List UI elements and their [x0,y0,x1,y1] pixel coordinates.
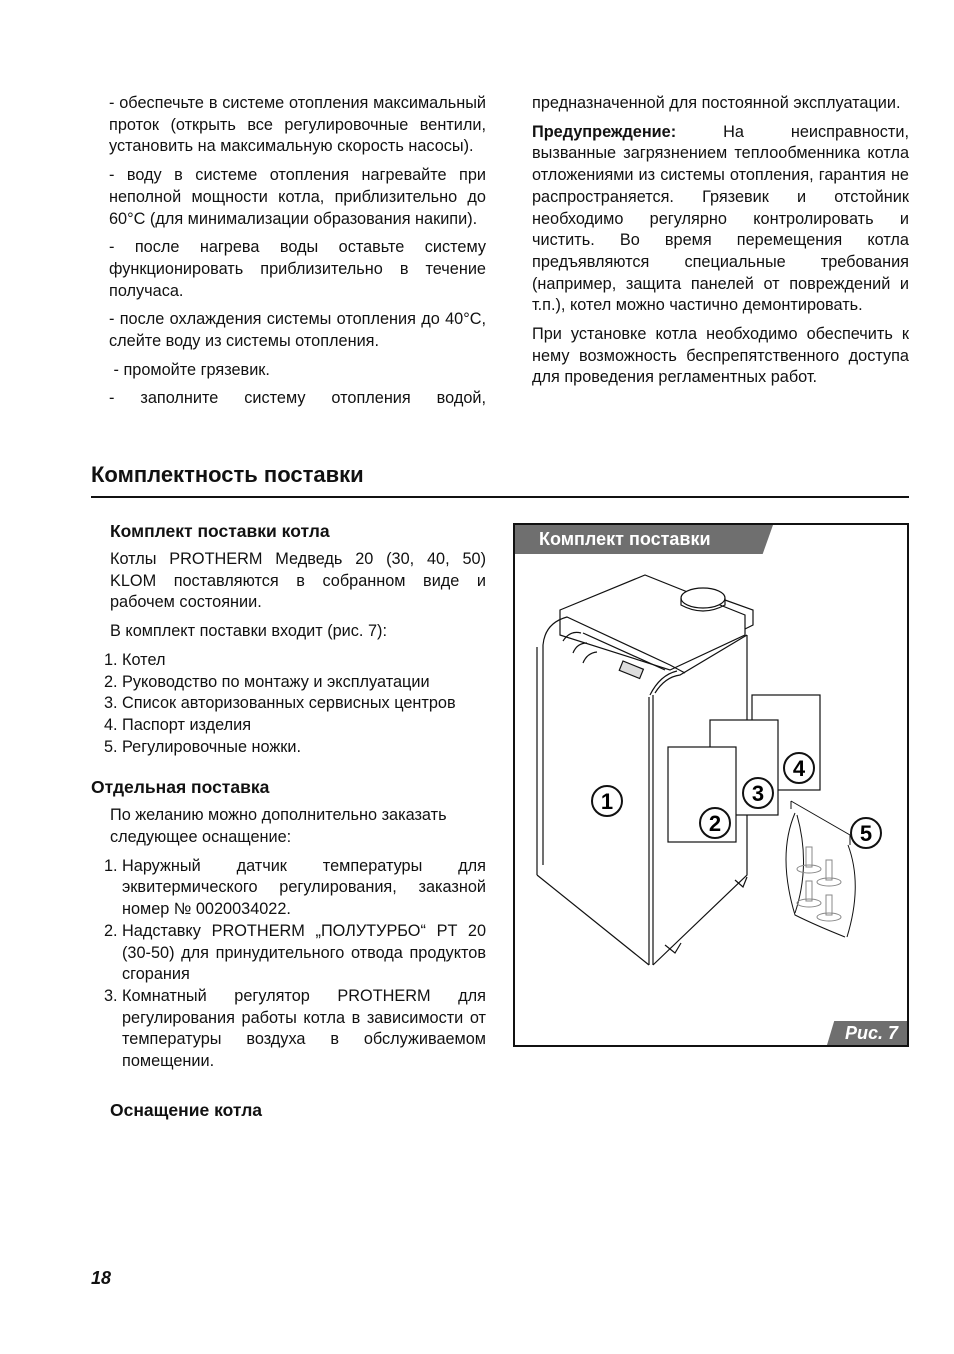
page-number: 18 [91,1268,112,1288]
instruction-paragraph: - промойте грязевик. [109,360,270,379]
callout-2-icon [700,808,730,838]
equipment-heading: Оснащение котла [110,1099,263,1120]
svg-text:4: 4 [792,756,806,781]
bottom-left-column [91,520,486,1128]
list-item: 1. Наружный датчик температуры для эквитермического регулирования, заказной номер № 0020034022. [104,856,486,919]
instruction-paragraph: - воду в системе отопления нагревайте при неполной мощности котла, приблизительно до 60°C (для минимализации образования накипи). [109,166,486,228]
svg-text:5: 5 [859,821,873,846]
top-left-column [109,93,486,417]
instruction-paragraph: - после нагрева воды оставьте систему функционировать приблизительно в течение получаса. [109,238,486,300]
figure-caption: Рис. 7 [844,1023,898,1043]
figure-title: Комплект поставки [539,529,711,549]
section-title: Комплектность поставки [91,462,364,487]
boiler-kit-illustration [515,525,907,1045]
list-item: 4. Паспорт изделия [104,715,252,734]
warning-paragraph [532,122,909,317]
svg-text:1: 1 [600,789,614,814]
section-divider [91,496,909,498]
list-item: 1. Котел [104,650,166,669]
list-item: 5. Регулировочные ножки. [104,737,302,756]
separate-heading: Отдельная поставка [91,777,270,798]
instruction-paragraph: - заполните систему отопления водой, [109,389,486,408]
warning-label: Предупреждение: [532,122,677,141]
kit-list-intro: В комплект поставки входит (рис. 7): [110,622,387,641]
callout-1-icon [592,786,622,816]
instruction-paragraph: - обеспечьте в системе отопления максимальный проток (открыть все регулировочные вентили, установить на максимальную скорость насосы). [109,94,486,156]
callout-4-icon [784,753,814,783]
callout-5-icon [851,818,881,848]
list-item: 2. Надставку PROTHERM „ПОЛУТУРБО“ PT 20 (30-50) для принудительного отвода продуктов сгорания [104,921,486,984]
kit-heading: Комплект поставки котла [110,521,330,541]
callout-3-icon [743,778,773,808]
separate-intro: По желанию можно дополнительно заказать следующее оснащение: [110,806,447,847]
instruction-paragraph: - после охлаждения системы отопления до 40°C, слейте воду из системы отопления. [109,310,486,351]
figure-7 [513,523,909,1047]
svg-text:2: 2 [708,811,722,836]
list-item: 3. Список авторизованных сервисных центров [104,694,456,713]
top-right-column [532,93,909,396]
list-item: 2. Руководство по монтажу и эксплуатации [104,672,430,691]
access-paragraph: При установке котла необходимо обеспечить к нему возможность беспрепятственного доступа для проведения регламентных работ. [532,325,909,387]
svg-text:3: 3 [751,781,765,806]
kit-list [91,650,486,759]
separate-list [91,856,486,1073]
list-item: 3. Комнатный регулятор PROTHERM для регулирования работы котла в зависимости от температуры воздуха в обслуживаемом помещении. [104,986,486,1071]
kit-intro: Котлы PROTHERM Медведь 20 (30, 40, 50) KLOM поставляются в собранном виде и рабочем состоянии. [110,550,486,612]
continuation-paragraph: предназначенной для постоянной эксплуатации. [532,94,901,112]
warning-text: На неисправности, вызванные загрязнением теплообменника котла отложениями из системы отопления, гарантия не распространяется. Грязевик и отстойник необходимо регулярно контролировать и чистить. Во время перемещения котла предъявляются специальные требования (например, защита панелей от повреждений и т.п.), котел можно частично демонтировать. [532,122,909,315]
